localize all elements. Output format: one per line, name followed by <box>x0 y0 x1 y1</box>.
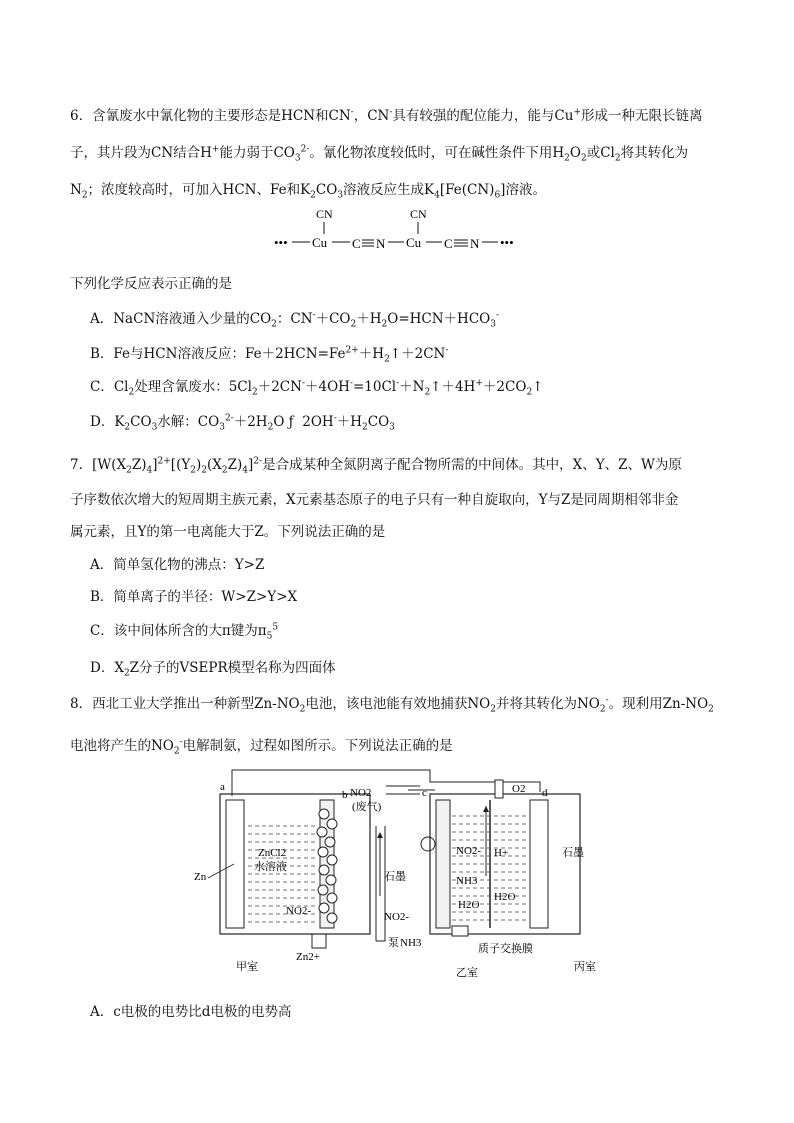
h-plus-label: H+ <box>494 847 509 859</box>
q6-option-d: D．$K_2CO_3$水解：$CO_3^{2-}+2H_2O$ ƒ $2OH^-+H_2CO_3$ <box>90 413 395 433</box>
nh3-yi-label: NH3 <box>456 875 478 887</box>
q6-option-b: B．Fe与HCN溶液反应：$Fe+2HCN=Fe^{2+}+H_2↑+2CN^-$ <box>90 345 449 365</box>
electrode-d-label: d <box>542 787 548 799</box>
cn-label-1: CN <box>316 207 333 221</box>
zncl2-label: ZnCl2 <box>258 847 287 859</box>
electrode-c-label: c <box>422 787 427 799</box>
h2o-bing-label: H2O <box>494 891 516 903</box>
jia-chamber-label: 甲室 <box>236 961 258 973</box>
zn-electrode-label: Zn <box>194 871 207 883</box>
q7-stem-line1: 7．$[W(X_2Z)_4]^{2+}[(Y_2)_2(X_2Z)_4]^{2-}$是合成某种全氮阴离子配合物所需的中间体。其中，X、Y、Z、W为原 <box>70 456 682 476</box>
electrolysis-diagram <box>190 766 620 986</box>
graphite-right-label: 石墨 <box>562 847 584 859</box>
pump-label: 泵 <box>388 937 399 949</box>
q7-stem-line3: 属元素，且Y的第一电离能大于Z。下列说法正确的是 <box>70 524 386 540</box>
n-label-1: N <box>376 236 386 251</box>
q6-stem-line1: 6．含氰废水中氰化物的主要形态是HCN和CN-，CN-具有较强的配位能力，能与Cu+形成一种无限长链离 <box>70 107 703 124</box>
electrode-a-label: a <box>220 781 225 793</box>
n-label-2: N <box>470 236 480 251</box>
o2-label: O2 <box>512 783 526 795</box>
q8-stem-line2: 电池将产生的$NO_2^-$电解制氨，过程如图所示。下列说法正确的是 <box>70 737 453 757</box>
q6-stem-line2: 子，其片段为CN结合H+能力弱于$CO_3^{2-}$。氰化物浓度较低时，可在碱性条件下用$H_2O_2$或$Cl_2$将其转化为 <box>70 144 689 164</box>
zn2-label: Zn2+ <box>296 951 320 963</box>
cu-cn-chain-structure <box>270 204 530 252</box>
no2-minus-left-label: NO2- <box>286 905 312 917</box>
q7-option-a: A．简单氢化物的沸点：Y>Z <box>90 557 265 573</box>
graphite-left-label: 石墨 <box>384 871 406 883</box>
q8-stem-line1: 8．西北工业大学推出一种新型$Zn-NO_2$电池，该电池能有效地捕获$NO_2$并将其转化为$NO_2^-$。现利用$Zn-NO_2$ <box>70 695 714 715</box>
yi-chamber-label: 乙室 <box>456 967 478 979</box>
chain-dots-right: ••• <box>500 235 514 250</box>
h2o-yi-label: H2O <box>458 899 480 911</box>
q7-option-b: B．简单离子的半径：W>Z>Y>X <box>90 589 298 605</box>
membrane-label: 质子交换膜 <box>478 943 533 955</box>
cu-label-1: Cu <box>312 235 328 250</box>
q7-stem-line2: 子序数依次增大的短周期主族元素，X元素基态原子的电子只有一种自旋取向，Y与Z是同周期相邻非金 <box>70 492 679 508</box>
no2-inlet-label: NO2 <box>350 787 372 799</box>
waste-gas-label: (废气) <box>352 801 382 813</box>
q6-stem-line3: $N_2$；浓度较高时，可加入HCN、Fe和$K_2CO_3$溶液反应生成$K_4[Fe(CN)_6]$溶液。 <box>70 182 546 201</box>
c-label-1: C <box>352 236 361 251</box>
nh3-out-label: NH3 <box>400 937 422 949</box>
aqueous-solution-label: 水溶液 <box>254 861 287 873</box>
q7-option-d: D．$X_2Z$分子的VSEPR模型名称为四面体 <box>90 660 336 679</box>
cn-label-2: CN <box>410 207 427 221</box>
q7-option-c: C．该中间体所含的大π键为$\pi_5^5$ <box>90 622 279 642</box>
c-label-2: C <box>444 236 453 251</box>
no2-minus-yi-label: NO2- <box>456 845 482 857</box>
q6-option-a: A．NaCN溶液通入少量的$CO_2$：$CN^-+CO_2+H_2O=HCN+HCO_3^-$ <box>90 310 499 330</box>
bing-chamber-label: 丙室 <box>574 961 596 973</box>
chain-dots-left: ••• <box>274 235 288 250</box>
no2-minus-mid-label: NO2- <box>384 911 410 923</box>
q6-option-c: C．$Cl_2$处理含氰废水：$5Cl_2+2CN^-+4OH^-=10Cl^-+N_2↑+4H^++2CO_2↑$ <box>90 378 544 398</box>
cu-label-2: Cu <box>406 235 422 250</box>
q6-question: 下列化学反应表示正确的是 <box>70 276 232 292</box>
electrode-b-label: b <box>342 789 348 801</box>
q8-option-a: A．c电极的电势比d电极的电势高 <box>90 1004 292 1020</box>
